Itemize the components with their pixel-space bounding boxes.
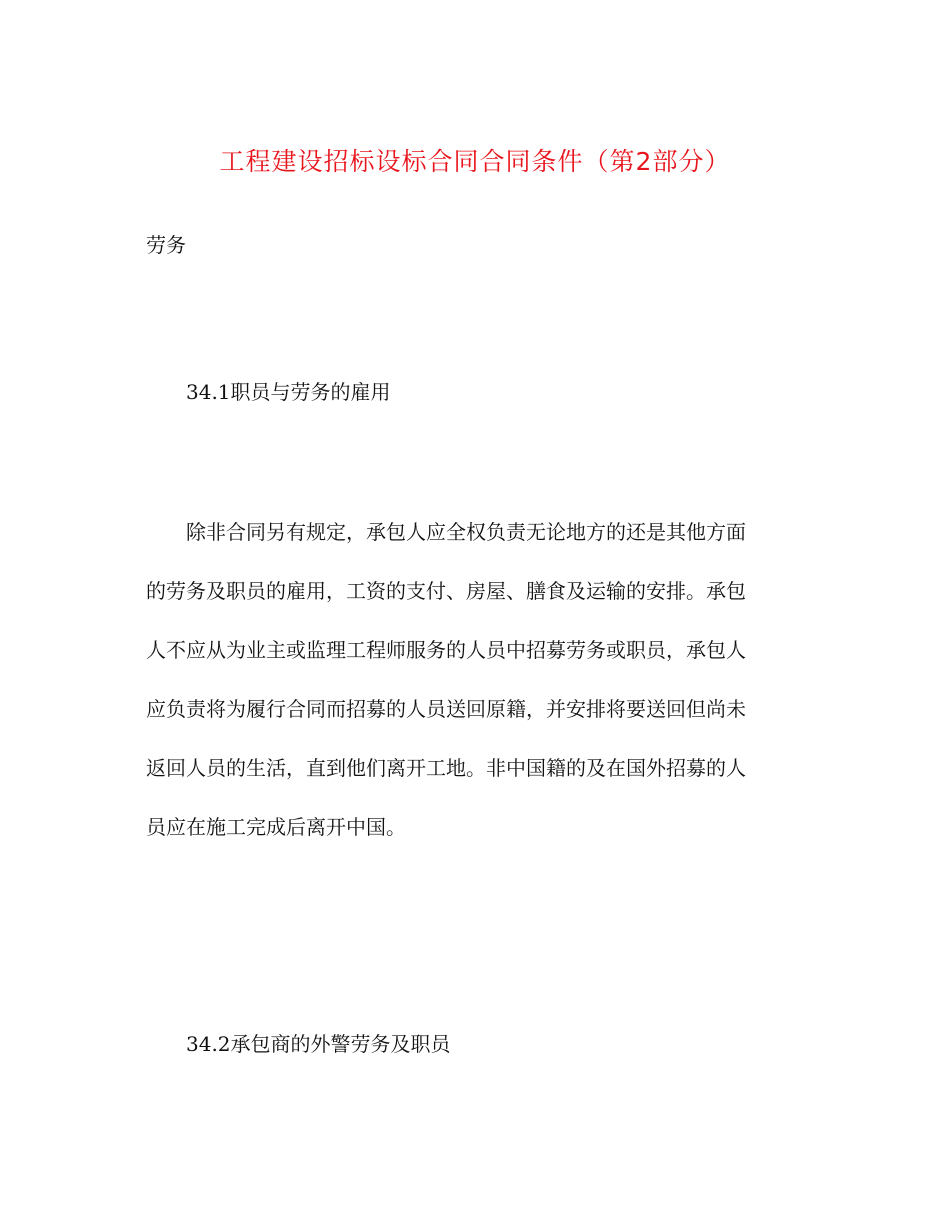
clause-34-1-paragraph bbox=[146, 517, 806, 871]
clause-heading-34-1: 34.1职员与劳务的雇用 bbox=[186, 380, 391, 404]
paragraph-line: 的劳务及职员的雇用，工资的支付、房屋、膳食及运输的安排。承包 bbox=[146, 579, 746, 603]
section-label: 劳务 bbox=[146, 233, 186, 257]
paragraph-line: 返回人员的生活，直到他们离开工地。非中国籍的及在国外招募的人 bbox=[146, 756, 746, 780]
paragraph-line: 应负责将为履行合同而招募的人员送回原籍，并安排将要送回但尚未 bbox=[146, 697, 746, 721]
paragraph-line: 除非合同另有规定，承包人应全权负责无论地方的还是其他方面 bbox=[186, 520, 746, 544]
paragraph-line: 人不应从为业主或监理工程师服务的人员中招募劳务或职员，承包人 bbox=[146, 638, 746, 662]
document-title: 工程建设招标设标合同合同条件（第2部分） bbox=[219, 147, 731, 176]
clause-heading-34-2: 34.2承包商的外警劳务及职员 bbox=[186, 1032, 451, 1056]
paragraph-line: 员应在施工完成后离开中国。 bbox=[146, 815, 406, 839]
